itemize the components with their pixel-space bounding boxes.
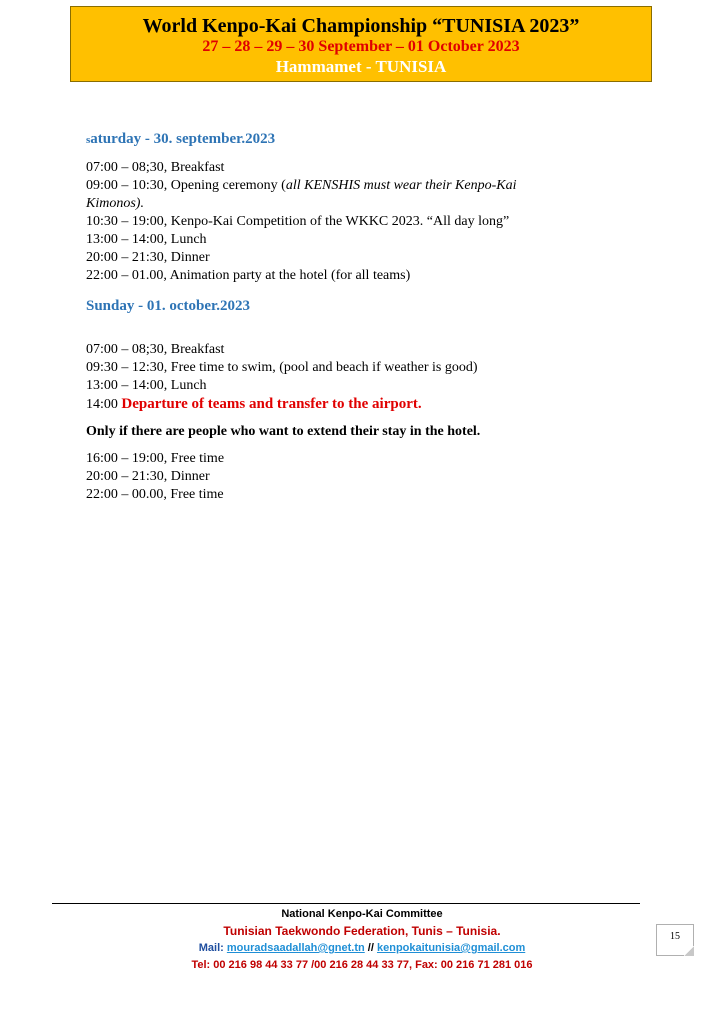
schedule-content — [86, 130, 646, 504]
footer — [52, 906, 672, 974]
schedule-item-text: 09:00 – 10:30, Opening ceremony ( — [86, 178, 286, 193]
footer-committee: National Kenpo-Kai Committee — [281, 908, 443, 920]
extended-stay-note: Only if there are people who want to extend their stay in the hotel. — [86, 424, 481, 439]
schedule-item — [86, 177, 646, 195]
championship-dates: 27 – 28 – 29 – 30 September – 01 October 2023 — [202, 38, 520, 55]
email-link-primary[interactable]: mouradsaadallah@gnet.tn — [226, 942, 365, 954]
schedule-item-continued — [86, 195, 646, 213]
page-corner-fold-icon — [684, 946, 694, 956]
departure-text: Departure of teams and transfer to the airport. — [121, 396, 422, 412]
schedule-item: 13:00 – 14:00, Lunch — [86, 378, 207, 393]
saturday-heading-initial: s — [86, 134, 91, 146]
schedule-item: 07:00 – 08;30, Breakfast — [86, 160, 225, 175]
mail-label: Mail: — [198, 942, 227, 954]
sunday-heading: Sunday - 01. october.2023 — [86, 298, 251, 314]
footer-divider — [52, 903, 640, 904]
championship-location: Hammamet - TUNISIA — [275, 57, 447, 76]
schedule-item: 22:00 – 01.00, Animation party at the hotel (for all teams) — [86, 268, 411, 283]
schedule-item: 22:00 – 00.00, Free time — [86, 487, 224, 502]
schedule-item: 07:00 – 08;30, Breakfast — [86, 342, 225, 357]
page-number-value: 15 — [670, 931, 680, 942]
schedule-item-emphasis: Kimonos). — [86, 196, 144, 211]
footer-phone-fax: Tel: 00 216 98 44 33 77 /00 216 28 44 33 77, Fax: 00 216 71 281 016 — [191, 959, 533, 971]
footer-federation: Tunisian Taekwondo Federation, Tunis – Tunisia. — [223, 924, 501, 938]
email-separator: // — [364, 942, 377, 954]
schedule-item: 16:00 – 19:00, Free time — [86, 451, 225, 466]
page-number — [656, 924, 694, 956]
header-banner — [70, 6, 652, 82]
saturday-heading — [86, 130, 646, 149]
schedule-item: 13:00 – 14:00, Lunch — [86, 232, 207, 247]
schedule-item: 20:00 – 21:30, Dinner — [86, 469, 210, 484]
departure-time: 14:00 — [86, 397, 122, 412]
schedule-item: 20:00 – 21:30, Dinner — [86, 250, 210, 265]
saturday-heading-text: aturday - 30. september.2023 — [90, 131, 276, 147]
schedule-item: 10:30 – 19:00, Kenpo-Kai Competition of the WKKC 2023. “All day long” — [86, 214, 510, 229]
schedule-item: 09:30 – 12:30, Free time to swim, (pool and beach if weather is good) — [86, 360, 478, 375]
footer-mail-line — [52, 940, 672, 957]
departure-item — [86, 395, 646, 414]
email-link-secondary[interactable]: kenpokaitunisia@gmail.com — [376, 942, 526, 954]
schedule-item-emphasis: all KENSHIS must wear their Kenpo-Kai — [285, 178, 517, 193]
championship-title: World Kenpo-Kai Championship “TUNISIA 2023” — [142, 15, 580, 37]
